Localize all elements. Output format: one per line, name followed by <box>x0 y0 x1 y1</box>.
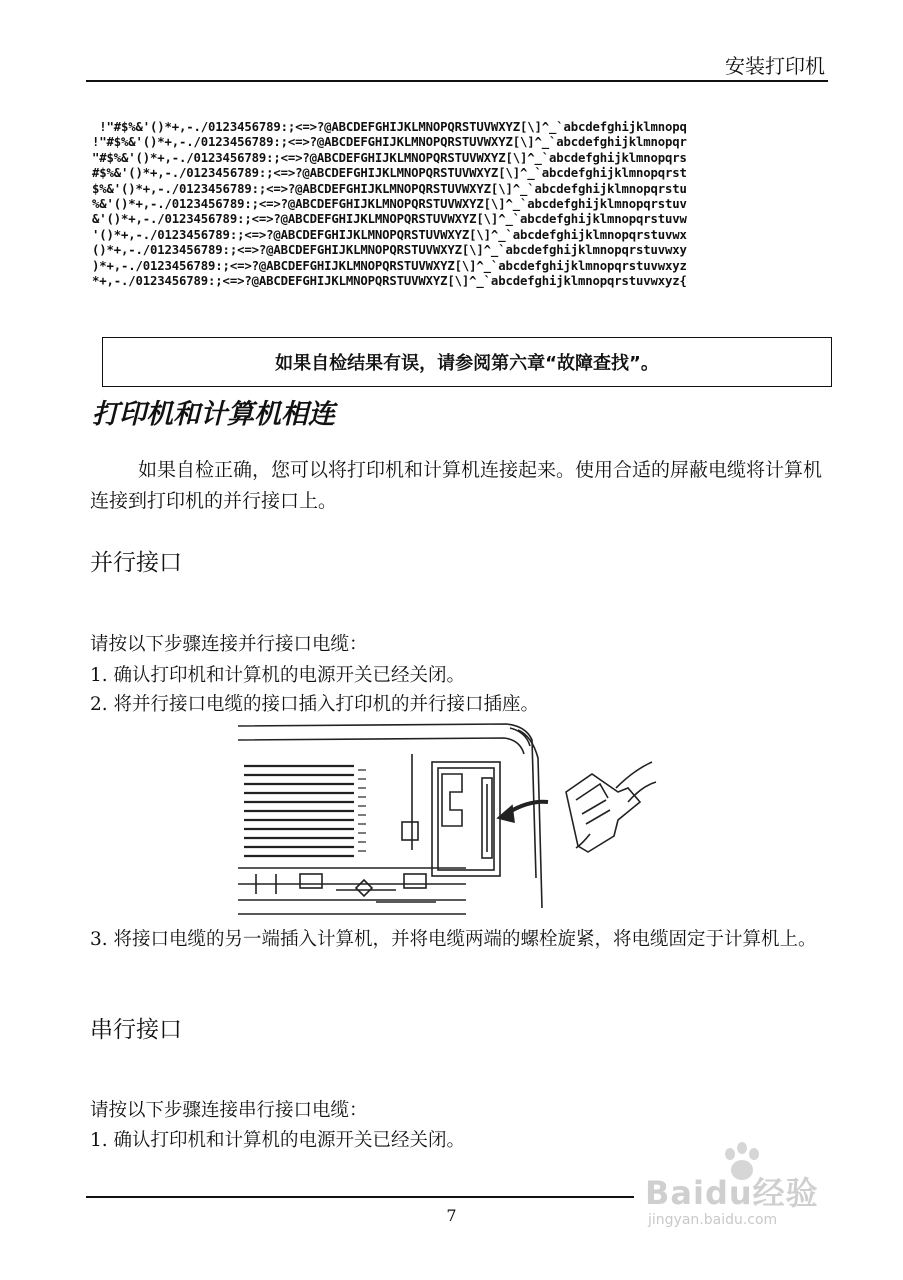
serial-step-1: 1. 确认打印机和计算机的电源开关已经关闭。 <box>90 1130 466 1151</box>
intro-paragraph: 如果自检正确，您可以将打印机和计算机连接起来。使用合适的屏蔽电缆将计算机连接到打印机的并行接口上。 <box>90 459 823 512</box>
serial-lead: 请按以下步骤连接串行接口电缆： <box>90 1100 368 1121</box>
test-print-line: "#$%&'()*+,-./0123456789:;<=>?@ABCDEFGHIJKLMNOPQRSTUVWXYZ[\]^_`abcdefghijklmnopqrs <box>92 150 687 165</box>
parallel-lead: 请按以下步骤连接并行接口电缆： <box>90 634 368 655</box>
watermark-brand: Baidu经验 <box>645 1174 819 1212</box>
notice-box <box>102 337 832 387</box>
test-print-line: ()*+,-./0123456789:;<=>?@ABCDEFGHIJKLMNOPQRSTUVWXYZ[\]^_`abcdefghijklmnopqrstuvwxy <box>92 243 687 258</box>
test-print-line: *+,-./0123456789:;<=>?@ABCDEFGHIJKLMNOPQRSTUVWXYZ[\]^_`abcdefghijklmnopqrstuvwxyz{ <box>92 274 687 289</box>
running-header: 安装打印机 <box>725 54 825 78</box>
test-print-line: %&'()*+,-./0123456789:;<=>?@ABCDEFGHIJKLMNOPQRSTUVWXYZ[\]^_`abcdefghijklmnopqrstuv <box>92 197 687 212</box>
serial-heading: 串行接口 <box>90 1017 182 1043</box>
section-title: 打印机和计算机相连 <box>92 399 335 430</box>
self-test-printout <box>92 120 840 289</box>
page-number: 7 <box>446 1206 457 1225</box>
parallel-port-illustration <box>236 718 660 918</box>
parallel-heading: 并行接口 <box>90 550 182 576</box>
header-rule <box>86 80 828 82</box>
test-print-line: )*+,-./0123456789:;<=>?@ABCDEFGHIJKLMNOPQRSTUVWXYZ[\]^_`abcdefghijklmnopqrstuvwxyz <box>92 258 687 273</box>
parallel-step-2: 2. 将并行接口电缆的接口插入打印机的并行接口插座。 <box>90 694 540 715</box>
notice-text: 如果自检结果有误，请参阅第六章“故障查找”。 <box>275 353 659 374</box>
parallel-step-1: 1. 确认打印机和计算机的电源开关已经关闭。 <box>90 665 466 686</box>
test-print-line: !"#$%&'()*+,-./0123456789:;<=>?@ABCDEFGHIJKLMNOPQRSTUVWXYZ[\]^_`abcdefghijklmnopq <box>92 120 687 134</box>
test-print-line: !"#$%&'()*+,-./0123456789:;<=>?@ABCDEFGHIJKLMNOPQRSTUVWXYZ[\]^_`abcdefghijklmnopqr <box>92 135 687 150</box>
watermark-url: jingyan.baidu.com <box>648 1212 778 1228</box>
test-print-line: &'()*+,-./0123456789:;<=>?@ABCDEFGHIJKLMNOPQRSTUVWXYZ[\]^_`abcdefghijklmnopqrstuvw <box>92 212 687 227</box>
test-print-line: $%&'()*+,-./0123456789:;<=>?@ABCDEFGHIJKLMNOPQRSTUVWXYZ[\]^_`abcdefghijklmnopqrstu <box>92 181 687 196</box>
test-print-line: '()*+,-./0123456789:;<=>?@ABCDEFGHIJKLMNOPQRSTUVWXYZ[\]^_`abcdefghijklmnopqrstuvwx <box>92 227 687 242</box>
footer-rule <box>86 1196 634 1198</box>
test-print-line: #$%&'()*+,-./0123456789:;<=>?@ABCDEFGHIJKLMNOPQRSTUVWXYZ[\]^_`abcdefghijklmnopqrst <box>92 166 687 181</box>
parallel-step-3: 3. 将接口电缆的另一端插入计算机，并将电缆两端的螺栓旋紧，将电缆固定于计算机上。 <box>90 929 817 950</box>
